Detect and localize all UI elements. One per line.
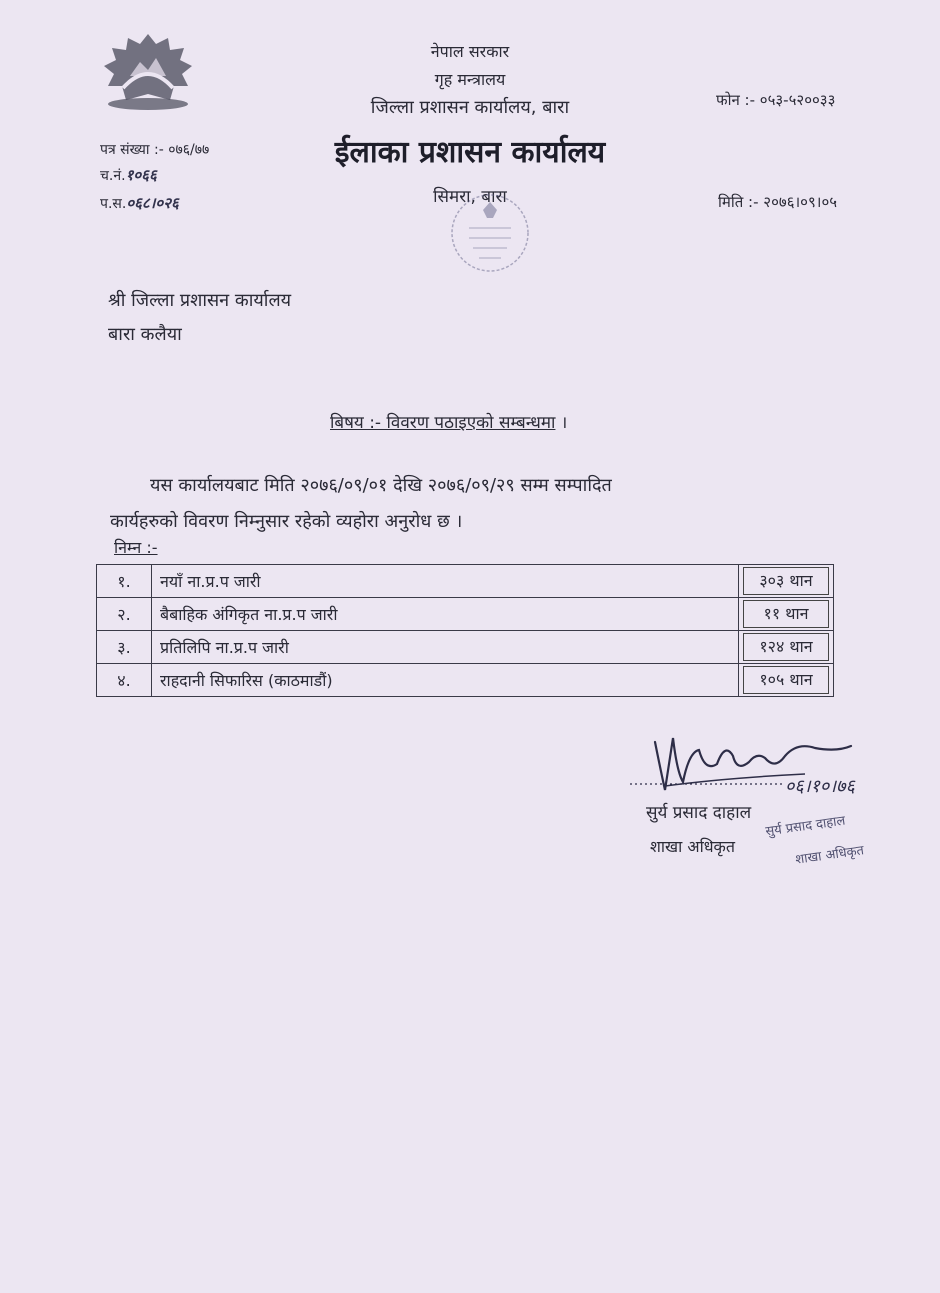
office-location: सिमरा, बारा — [433, 187, 507, 207]
item-number: १. — [97, 565, 152, 598]
recipient-line-1: श्री जिल्ला प्रशासन कार्यालय — [108, 290, 292, 311]
item-quantity-cell — [739, 664, 834, 697]
item-description: नयाँ ना.प्र.प जारी — [152, 565, 739, 598]
table-row — [97, 565, 834, 598]
item-quantity: ३०३ थान — [743, 567, 829, 595]
office-title: ईलाका प्रशासन कार्यालय — [334, 135, 606, 170]
signer-post: शाखा अधिकृत — [650, 837, 735, 856]
item-quantity-cell — [739, 565, 834, 598]
ps-number — [100, 193, 179, 213]
ps-number-value: ०६८।०२६ — [126, 194, 179, 212]
phone-number: फोन :- ०५३-५२००३३ — [716, 91, 836, 109]
body-line-2: कार्यहरुको विवरण निम्नुसार रहेको व्यहोरा अनुरोध छ । — [110, 511, 463, 532]
government-name: नेपाल सरकार — [430, 42, 510, 61]
item-quantity: १२४ थान — [743, 633, 829, 661]
items-table — [96, 564, 834, 697]
item-description: प्रतिलिपि ना.प्र.प जारी — [152, 631, 739, 664]
table-row — [97, 664, 834, 697]
table-row — [97, 598, 834, 631]
dispatch-number — [100, 165, 157, 185]
letter-number — [100, 140, 209, 159]
item-description: राहदानी सिफारिस (काठमाडौं) — [152, 664, 739, 697]
table-row — [97, 631, 834, 664]
item-number: ४. — [97, 664, 152, 697]
signature-date: ०६।१०।७६ — [785, 776, 855, 797]
letter-number-label: पत्र संख्या :- — [100, 142, 169, 158]
letter-date: मिति :- २०७६।०९।०५ — [718, 193, 838, 211]
subject-line — [330, 410, 567, 433]
government-emblem-icon — [98, 30, 198, 114]
dispatch-number-value: १०६६ — [125, 166, 157, 184]
item-number: २. — [97, 598, 152, 631]
district-office-name: जिल्ला प्रशासन कार्यालय, बारा — [370, 97, 570, 118]
item-number: ३. — [97, 631, 152, 664]
ministry-name: गृह मन्त्रालय — [434, 70, 506, 89]
ps-number-label: प.स. — [100, 196, 127, 212]
list-label: निम्न :- — [114, 538, 158, 557]
item-quantity-cell — [739, 631, 834, 664]
subject-end: । — [560, 413, 568, 433]
item-quantity-cell — [739, 598, 834, 631]
item-description: बैबाहिक अंगिकृत ना.प्र.प जारी — [152, 598, 739, 631]
recipient-line-2: बारा कलैया — [108, 324, 182, 345]
item-quantity: ११ थान — [743, 600, 829, 628]
body-paragraph — [110, 468, 830, 540]
body-line-1: यस कार्यालयबाट मिति २०७६/०९/०१ देखि २०७६/०९/२९ सम्म सम्पादित — [150, 475, 612, 496]
dispatch-number-label: च.नं. — [100, 168, 126, 184]
item-quantity: १०५ थान — [743, 666, 829, 694]
signer-name: सुर्य प्रसाद दाहाल — [646, 803, 752, 823]
office-seal-stamp — [445, 188, 535, 278]
letter-number-value: ०७६/७७ — [168, 142, 210, 158]
post-stamp: शाखा अधिकृत — [794, 843, 865, 868]
subject-text: बिषय :- विवरण पठाइएको सम्बन्धमा — [330, 413, 556, 433]
name-stamp: सुर्य प्रसाद दाहाल — [764, 813, 847, 840]
